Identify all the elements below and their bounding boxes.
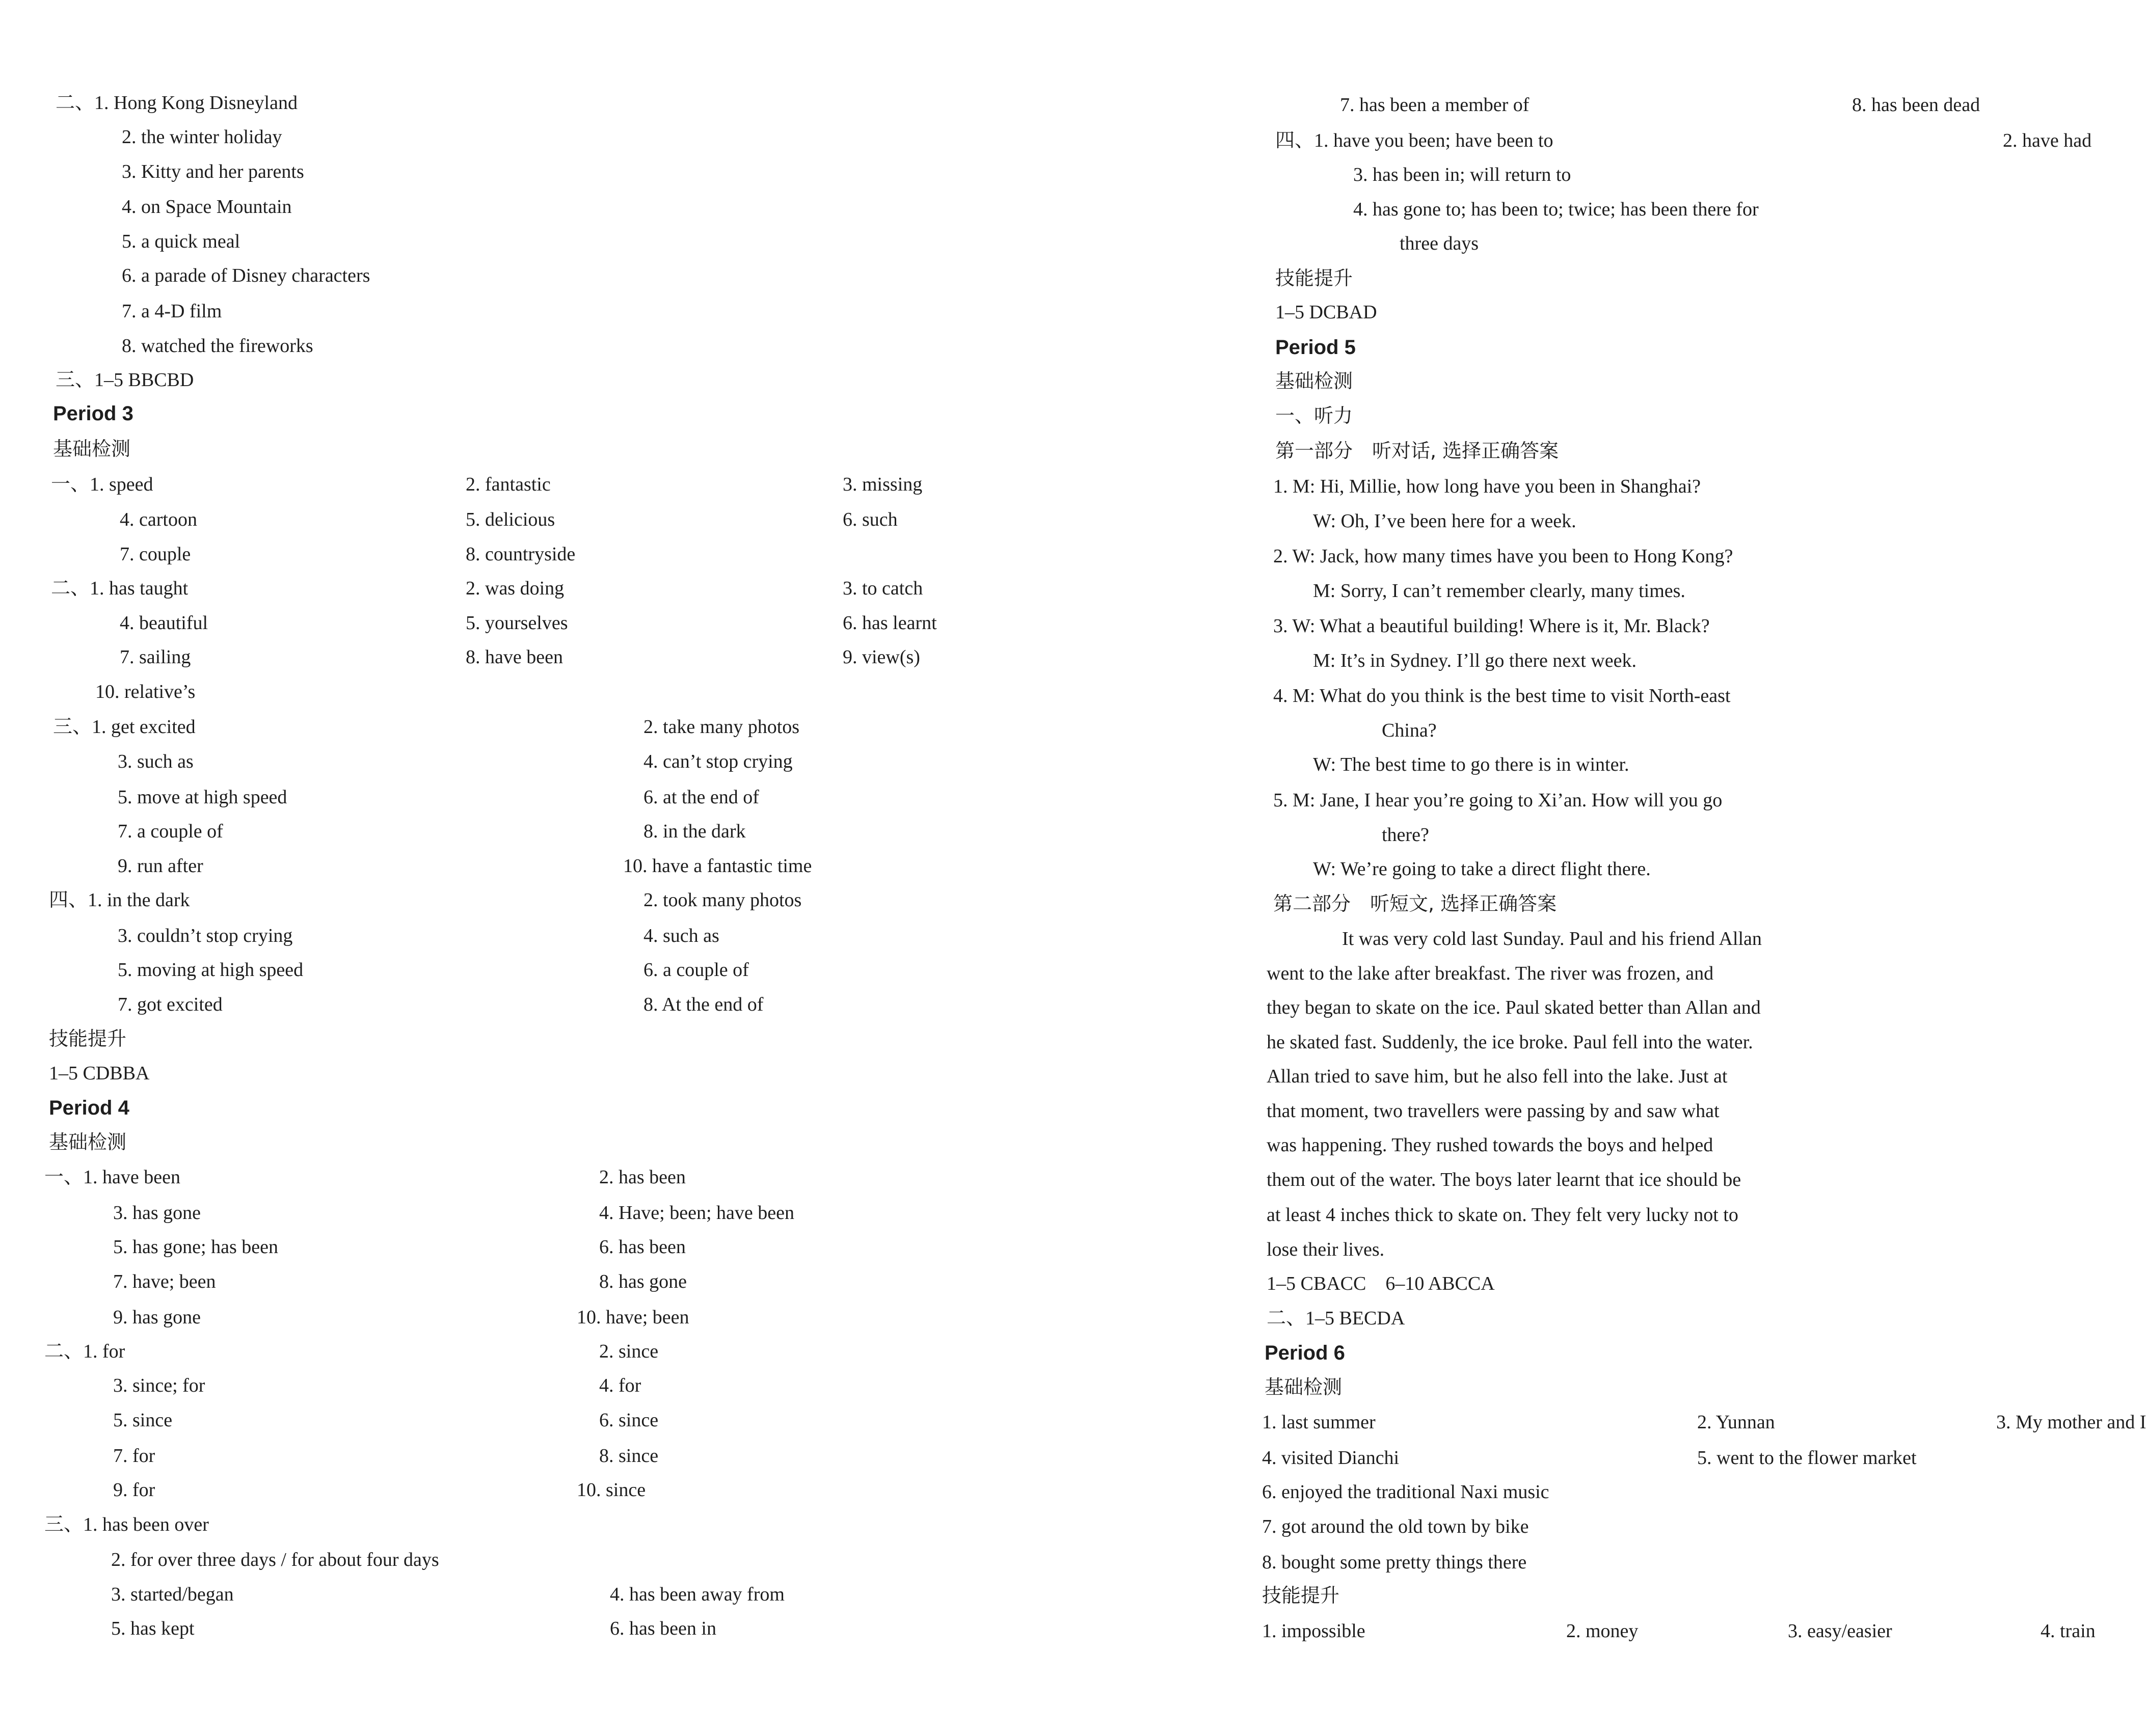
- answer-cell: 3. Kitty and her parents: [122, 161, 304, 182]
- answer-cell: Allan tried to save him, but he also fell into the lake. Just at: [1267, 1066, 1728, 1087]
- answer-cell: 9. view(s): [843, 646, 920, 668]
- answer-cell: 8. countryside: [466, 544, 576, 565]
- answer-cell: 5. a quick meal: [122, 231, 240, 252]
- answer-cell: 四、1. have you been; have been to: [1275, 130, 1553, 151]
- answer-cell: 3. since; for: [113, 1375, 205, 1396]
- answer-cell: 9. run after: [118, 855, 203, 877]
- answer-cell: 3. couldn’t stop crying: [118, 925, 293, 946]
- answer-cell: 5. since: [113, 1409, 173, 1431]
- answer-cell: 8. has been dead: [1852, 94, 1980, 116]
- answer-cell: 4. for: [599, 1375, 641, 1396]
- answer-cell: 2. has been: [599, 1167, 686, 1188]
- answer-cell: 2. Yunnan: [1697, 1412, 1775, 1433]
- answer-cell: 2. have had: [2003, 130, 2092, 151]
- answer-cell: 3. such as: [118, 751, 194, 772]
- answer-cell: 一、1. have been: [44, 1167, 180, 1188]
- answer-cell: 6. at the end of: [643, 786, 759, 808]
- answer-cell: 1. impossible: [1262, 1620, 1365, 1642]
- answer-cell: 1. M: Hi, Millie, how long have you been in Shanghai?: [1273, 476, 1701, 497]
- answer-cell: 7. got around the old town by bike: [1262, 1516, 1529, 1537]
- answer-cell: 7. for: [113, 1445, 155, 1467]
- answer-cell: 5. has gone; has been: [113, 1236, 278, 1258]
- answer-cell: 3. missing: [843, 474, 923, 495]
- answer-cell: 4. cartoon: [120, 509, 197, 530]
- answer-cell: 三、1. has been over: [44, 1514, 209, 1535]
- answer-cell: 4. beautiful: [120, 612, 208, 634]
- answer-cell: 6. since: [599, 1409, 659, 1431]
- answer-cell: 6. enjoyed the traditional Naxi music: [1262, 1481, 1549, 1503]
- answer-cell: 二、1. Hong Kong Disneyland: [56, 92, 298, 114]
- answer-cell: 3. W: What a beautiful building! Where is it, Mr. Black?: [1273, 615, 1710, 637]
- answer-cell: 1–5 CDBBA: [49, 1063, 150, 1084]
- answer-cell: 4. M: What do you think is the best time to visit North-east: [1273, 685, 1731, 707]
- answer-cell: 8. At the end of: [643, 994, 764, 1015]
- answer-cell: 四、1. in the dark: [49, 889, 190, 911]
- answer-cell: 6. has been in: [610, 1618, 716, 1639]
- answer-cell: 4. train: [2041, 1620, 2096, 1642]
- answer-cell: 4. such as: [643, 925, 719, 946]
- answer-cell: 10. since: [577, 1479, 646, 1501]
- answer-cell: them out of the water. The boys later learnt that ice should be: [1267, 1169, 1741, 1190]
- answer-cell: 6. a parade of Disney characters: [122, 265, 370, 286]
- answer-cell: W: Oh, I’ve been here for a week.: [1313, 510, 1576, 532]
- answer-cell: 基础检测: [1265, 1376, 1343, 1398]
- answer-cell: 7. have; been: [113, 1271, 216, 1292]
- answer-cell: 4. has been away from: [610, 1584, 785, 1605]
- answer-cell: 4. visited Dianchi: [1262, 1447, 1400, 1469]
- answer-cell: he skated fast. Suddenly, the ice broke. Paul fell into the water.: [1267, 1032, 1753, 1053]
- answer-cell: 3. has been in; will return to: [1353, 164, 1571, 185]
- answer-cell: 基础检测: [49, 1131, 127, 1153]
- answer-cell: 二、1. for: [44, 1341, 125, 1362]
- answer-cell: 5. moving at high speed: [118, 959, 304, 981]
- answer-cell: 8. have been: [466, 646, 563, 668]
- answer-cell: 技能提升: [1275, 267, 1353, 289]
- answer-cell: China?: [1382, 720, 1437, 741]
- answer-cell: 7. got excited: [118, 994, 223, 1015]
- answer-cell: 10. have; been: [577, 1307, 689, 1328]
- answer-cell: W: We’re going to take a direct flight there.: [1313, 858, 1651, 880]
- answer-cell: that moment, two travellers were passing by and saw what: [1267, 1100, 1720, 1122]
- answer-cell: three days: [1400, 233, 1479, 254]
- answer-cell: 8. since: [599, 1445, 659, 1467]
- answer-cell: 6. has learnt: [843, 612, 937, 634]
- answer-cell: 二、1–5 BECDA: [1267, 1308, 1405, 1329]
- answer-cell: 三、1–5 BBCBD: [56, 369, 194, 391]
- answer-cell: 1. last summer: [1262, 1412, 1376, 1433]
- answer-cell: Period 6: [1265, 1342, 1345, 1364]
- answer-cell: W: The best time to go there is in winter.: [1313, 754, 1629, 775]
- answer-cell: 2. for over three days / for about four days: [111, 1549, 439, 1570]
- answer-cell: 2. was doing: [466, 578, 565, 599]
- answer-cell: 2. the winter holiday: [122, 126, 282, 148]
- answer-cell: 6. a couple of: [643, 959, 749, 981]
- answer-cell: 5. delicious: [466, 509, 555, 530]
- answer-cell: 7. a couple of: [118, 821, 223, 842]
- answer-cell: 9. has gone: [113, 1307, 201, 1328]
- answer-cell: 10. relative’s: [95, 681, 196, 702]
- answer-cell: 技能提升: [49, 1027, 127, 1050]
- answer-cell: 5. went to the flower market: [1697, 1447, 1917, 1469]
- answer-cell: 3. to catch: [843, 578, 923, 599]
- answer-cell: lose their lives.: [1267, 1239, 1385, 1260]
- answer-cell: 一、1. speed: [51, 474, 153, 495]
- answer-cell: Period 5: [1275, 336, 1356, 359]
- answer-cell: 6. such: [843, 509, 898, 530]
- answer-cell: 2. W: Jack, how many times have you been to Hong Kong?: [1273, 546, 1733, 567]
- answer-cell: 2. fantastic: [466, 474, 551, 495]
- answer-cell: 1–5 CBACC 6–10 ABCCA: [1267, 1273, 1495, 1294]
- answer-cell: 一、听力: [1275, 404, 1353, 427]
- answer-cell: Period 4: [49, 1097, 129, 1119]
- answer-cell: 7. sailing: [120, 646, 191, 668]
- answer-cell: 10. have a fantastic time: [623, 855, 812, 877]
- answer-cell: 4. on Space Mountain: [122, 196, 292, 218]
- answer-cell: 基础检测: [53, 438, 131, 460]
- answer-cell: 8. bought some pretty things there: [1262, 1552, 1527, 1573]
- answer-cell: 6. has been: [599, 1236, 686, 1258]
- answer-cell: It was very cold last Sunday. Paul and his friend Allan: [1342, 928, 1762, 950]
- answer-cell: they began to skate on the ice. Paul skated better than Allan and: [1267, 997, 1761, 1018]
- answer-cell: at least 4 inches thick to skate on. They felt very lucky not to: [1267, 1204, 1738, 1226]
- answer-cell: 3. started/began: [111, 1584, 234, 1605]
- answer-cell: 8. watched the fireworks: [122, 335, 313, 357]
- answer-cell: 2. took many photos: [643, 889, 802, 911]
- answer-cell: 5. yourselves: [466, 612, 568, 634]
- answer-cell: there?: [1382, 824, 1429, 846]
- answer-cell: M: Sorry, I can’t remember clearly, many times.: [1313, 580, 1685, 602]
- answer-cell: 8. in the dark: [643, 821, 746, 842]
- answer-cell: 技能提升: [1262, 1584, 1340, 1607]
- answer-cell: 2. since: [599, 1341, 659, 1362]
- answer-cell: 2. money: [1566, 1620, 1639, 1642]
- answer-cell: 1–5 DCBAD: [1275, 302, 1377, 323]
- answer-cell: was happening. They rushed towards the boys and helped: [1267, 1134, 1713, 1156]
- answer-cell: 第二部分 听短文, 选择正确答案: [1273, 892, 1557, 915]
- answer-cell: 基础检测: [1275, 370, 1353, 392]
- answer-cell: 3. easy/easier: [1788, 1620, 1892, 1642]
- answer-cell: 第一部分 听对话, 选择正确答案: [1275, 440, 1559, 462]
- answer-cell: 7. a 4-D film: [122, 301, 222, 322]
- answer-cell: 8. has gone: [599, 1271, 687, 1292]
- answer-cell: 二、1. has taught: [51, 578, 189, 599]
- answer-cell: 9. for: [113, 1479, 155, 1501]
- answer-cell: 7. has been a member of: [1340, 94, 1530, 116]
- answer-cell: 3. My mother and I: [1996, 1412, 2146, 1433]
- answer-cell: M: It’s in Sydney. I’ll go there next week.: [1313, 650, 1637, 671]
- answer-cell: 2. take many photos: [643, 716, 800, 738]
- answer-cell: went to the lake after breakfast. The river was frozen, and: [1267, 963, 1714, 984]
- answer-cell: 5. move at high speed: [118, 786, 287, 808]
- answer-cell: 4. has gone to; has been to; twice; has been there for: [1353, 199, 1759, 220]
- answer-cell: Period 3: [53, 402, 133, 425]
- answer-cell: 三、1. get excited: [53, 716, 196, 738]
- answer-cell: 3. has gone: [113, 1202, 201, 1224]
- answer-cell: 4. Have; been; have been: [599, 1202, 794, 1224]
- answer-cell: 4. can’t stop crying: [643, 751, 793, 772]
- answer-cell: 5. M: Jane, I hear you’re going to Xi’an. How will you go: [1273, 790, 1723, 811]
- answer-cell: 5. has kept: [111, 1618, 195, 1639]
- answer-cell: 7. couple: [120, 544, 191, 565]
